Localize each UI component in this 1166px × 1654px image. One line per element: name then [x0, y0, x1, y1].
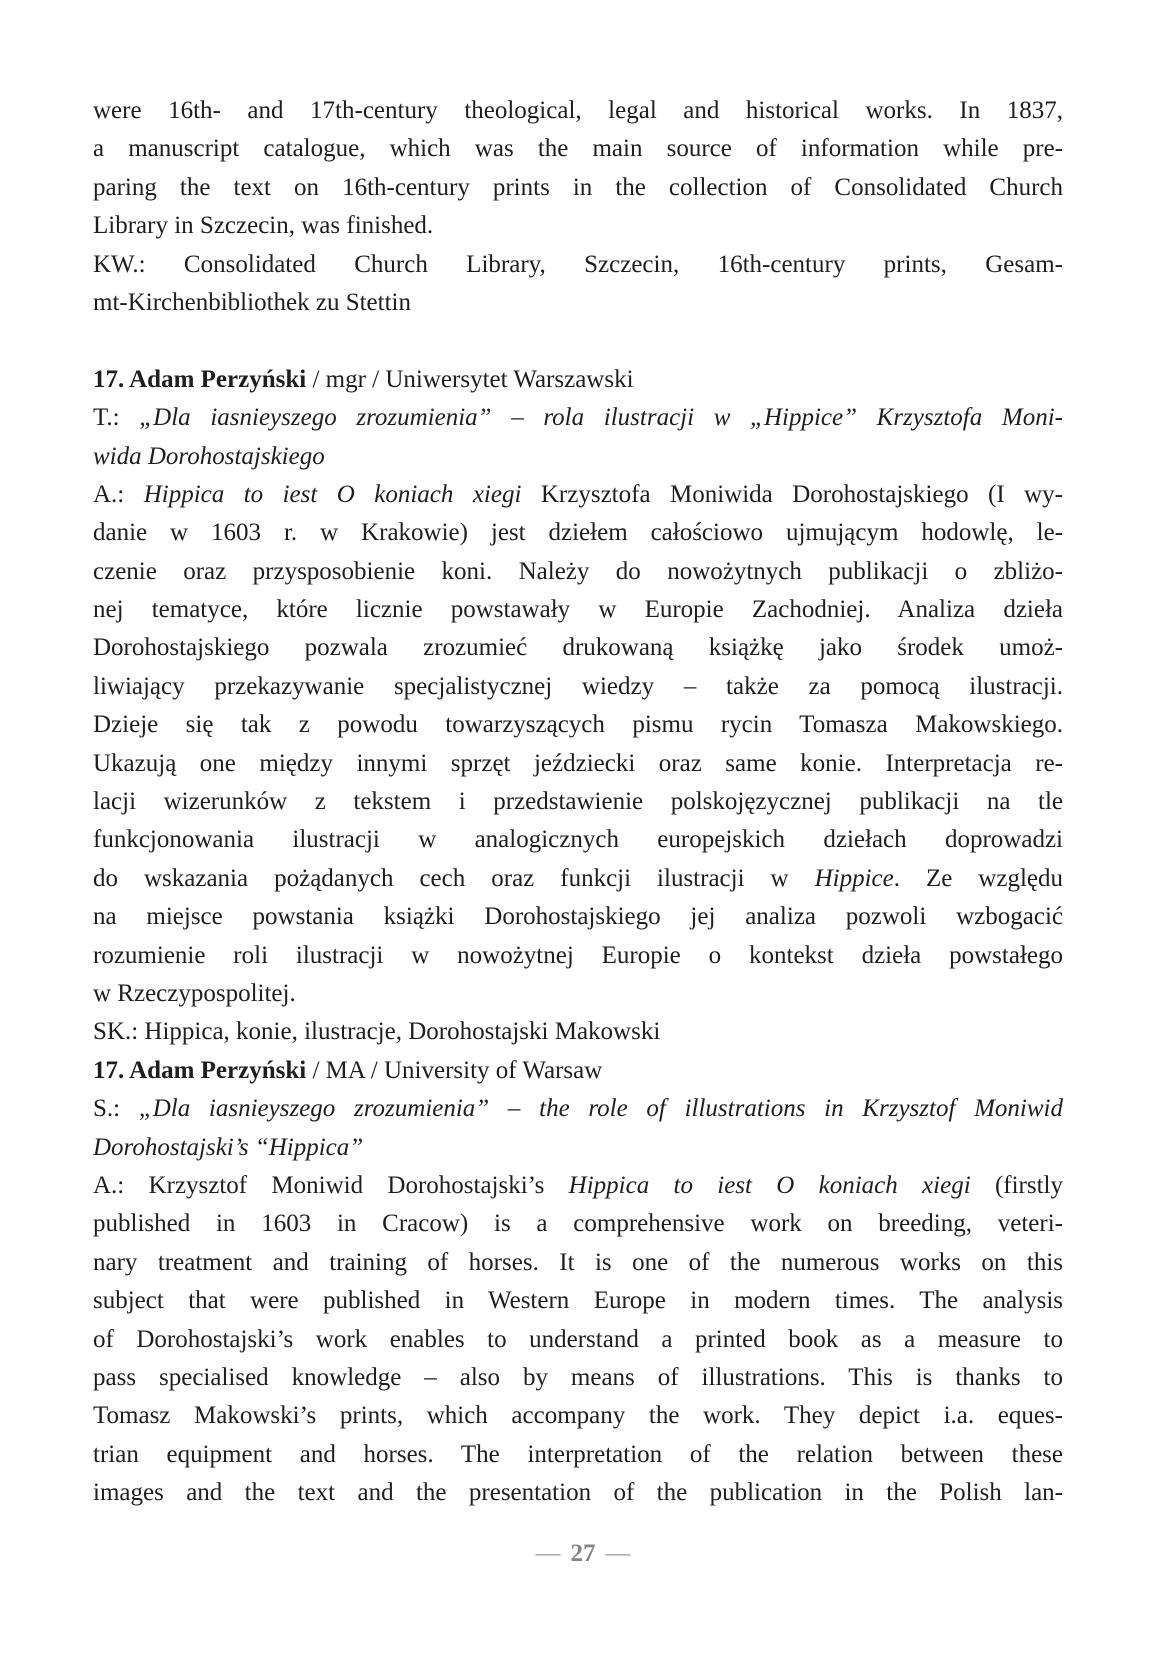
text-line — [93, 937, 1063, 975]
text-line — [93, 591, 1063, 629]
text-run: liwiający przekazywanie specjalistycznej wiedzy – także za pomocą ilustracji. — [93, 672, 1063, 700]
text-line — [93, 1205, 1063, 1243]
text-run: SK.: Hippica, konie, ilustracje, Dorohostajski Makowski — [93, 1018, 661, 1046]
text-line — [93, 629, 1063, 667]
text-line — [93, 1244, 1063, 1282]
text-run: funkcjonowania ilustracji w analogicznych europejskich dziełach doprowadzi — [93, 826, 1063, 854]
blank-line — [93, 322, 1063, 360]
text-run: Dorohostajski’s “Hippica” — [93, 1133, 364, 1161]
text-line — [93, 476, 1063, 514]
text-run: czenie oraz przysposobienie koni. Należy do nowożytnych publikacji o zbliżo- — [93, 557, 1063, 585]
footer-dash-left: — — [535, 1540, 561, 1567]
text-run: / mgr / Uniwersytet Warszawski — [306, 365, 634, 393]
text-run: Krzysztofa Moniwida Dorohostajskiego (I wy- — [540, 480, 1063, 508]
text-line — [93, 1474, 1063, 1512]
text-run: mt-Kirchenbibliothek zu Stettin — [93, 288, 411, 316]
text-run: „Dla iasnieyszego zrozumienia” – the role of illustrations in Krzysztof Moniwid — [138, 1095, 1063, 1123]
text-line — [93, 553, 1063, 591]
text-line — [93, 668, 1063, 706]
text-run: rozumienie roli ilustracji w nowożytnej Europie o kontekst dzieła powstałego — [93, 941, 1063, 969]
text-line — [93, 1167, 1063, 1205]
text-run: nary treatment and training of horses. It is one of the numerous works on this — [93, 1248, 1063, 1276]
text-line — [93, 1282, 1063, 1320]
text-run: KW.: Consolidated Church Library, Szczecin, 16th-century prints, Gesam- — [93, 250, 1063, 278]
text-run: Dorohostajskiego pozwala zrozumieć drukowaną książkę jako środek umoż- — [93, 634, 1063, 662]
text-line — [93, 745, 1063, 783]
text-run: A.: — [93, 480, 144, 508]
text-run: published in 1603 in Cracow) is a comprehensive work on breeding, veteri- — [93, 1210, 1063, 1238]
text-run: paring the text on 16th-century prints in the collection of Consolidated Church — [93, 173, 1063, 201]
text-run: nej tematyce, które licznie powstawały w Europie Zachodniej. Analiza dzieła — [93, 596, 1063, 624]
page-footer — [0, 1535, 1166, 1573]
text-line — [93, 898, 1063, 936]
text-line — [93, 361, 1063, 399]
text-line — [93, 1090, 1063, 1128]
text-line — [93, 130, 1063, 168]
text-run: subject that were published in Western Europe in modern times. The analysis — [93, 1287, 1063, 1315]
text-line — [93, 1436, 1063, 1474]
text-line — [93, 821, 1063, 859]
text-run: were 16th- and 17th-century theological, legal and historical works. In 1837, — [93, 97, 1063, 124]
text-line — [93, 514, 1063, 552]
text-line — [93, 706, 1063, 744]
page-text — [93, 92, 1063, 1512]
text-run: Tomasz Makowski’s prints, which accompany the work. They depict i.a. eques- — [93, 1402, 1063, 1430]
text-line — [93, 1359, 1063, 1397]
text-run: Library in Szczecin, was finished. — [93, 212, 434, 240]
text-run: / MA / University of Warsaw — [306, 1056, 603, 1084]
text-run: Ukazują one między innymi sprzęt jeździecki oraz same konie. Interpretacja re- — [93, 749, 1063, 777]
text-run: pass specialised knowledge – also by means of illustrations. This is thanks to — [93, 1363, 1063, 1391]
text-line — [93, 1052, 1063, 1090]
text-run: danie w 1603 r. w Krakowie) jest dziełem całościowo ujmującym hodowlę, le- — [93, 519, 1063, 547]
text-run: Hippica to iest O koniach xiegi — [143, 480, 541, 508]
text-line — [93, 1321, 1063, 1359]
text-run: lacji wizerunków z tekstem i przedstawienie polskojęzycznej publikacji na tle — [93, 788, 1063, 816]
text-line — [93, 1397, 1063, 1435]
text-line — [93, 860, 1063, 898]
text-run: w Rzeczypospolitej. — [93, 979, 296, 1007]
text-line — [93, 438, 1063, 476]
text-run: na miejsce powstania książki Dorohostajskiego jej analiza pozwoli wzbogacić — [93, 903, 1063, 931]
text-run: Hippica to iest O koniach xiegi — [568, 1171, 971, 1199]
text-line — [93, 246, 1063, 284]
text-line — [93, 1129, 1063, 1167]
text-run: a manuscript catalogue, which was the main source of information while pre- — [93, 135, 1063, 163]
text-run: „Dla iasnieyszego zrozumienia” – rola ilustracji w „Hippice” Krzysztofa Moni- — [139, 404, 1063, 432]
text-line — [93, 975, 1063, 1013]
text-line — [93, 783, 1063, 821]
text-run: of Dorohostajski’s work enables to understand a printed book as a measure to — [93, 1325, 1063, 1353]
text-run: . Ze względu — [893, 864, 1063, 892]
text-run: S.: — [93, 1095, 139, 1123]
text-line — [93, 1013, 1063, 1051]
text-line — [93, 284, 1063, 322]
text-line — [93, 207, 1063, 245]
text-line — [93, 169, 1063, 207]
text-run: Hippice — [814, 864, 894, 892]
text-run: images and the text and the presentation of the publication in the Polish lan- — [93, 1479, 1063, 1507]
text-line — [93, 92, 1063, 130]
footer-dash-right: — — [605, 1540, 631, 1567]
text-line — [93, 399, 1063, 437]
text-run: T.: — [93, 404, 140, 432]
text-run: 17. Adam Perzyński — [93, 1056, 307, 1084]
text-run: wida Dorohostajskiego — [93, 442, 325, 470]
page-number: 27 — [570, 1540, 596, 1567]
text-run: do wskazania pożądanych cech oraz funkcji ilustracji w — [93, 864, 815, 892]
text-run: 17. Adam Perzyński — [93, 365, 307, 393]
text-run: Dzieje się tak z powodu towarzyszących pismu rycin Tomasza Makowskiego. — [93, 711, 1063, 739]
text-run: A.: Krzysztof Moniwid Dorohostajski’s — [93, 1171, 569, 1199]
text-run: trian equipment and horses. The interpretation of the relation between these — [93, 1440, 1063, 1468]
text-run: (firstly — [970, 1171, 1063, 1199]
